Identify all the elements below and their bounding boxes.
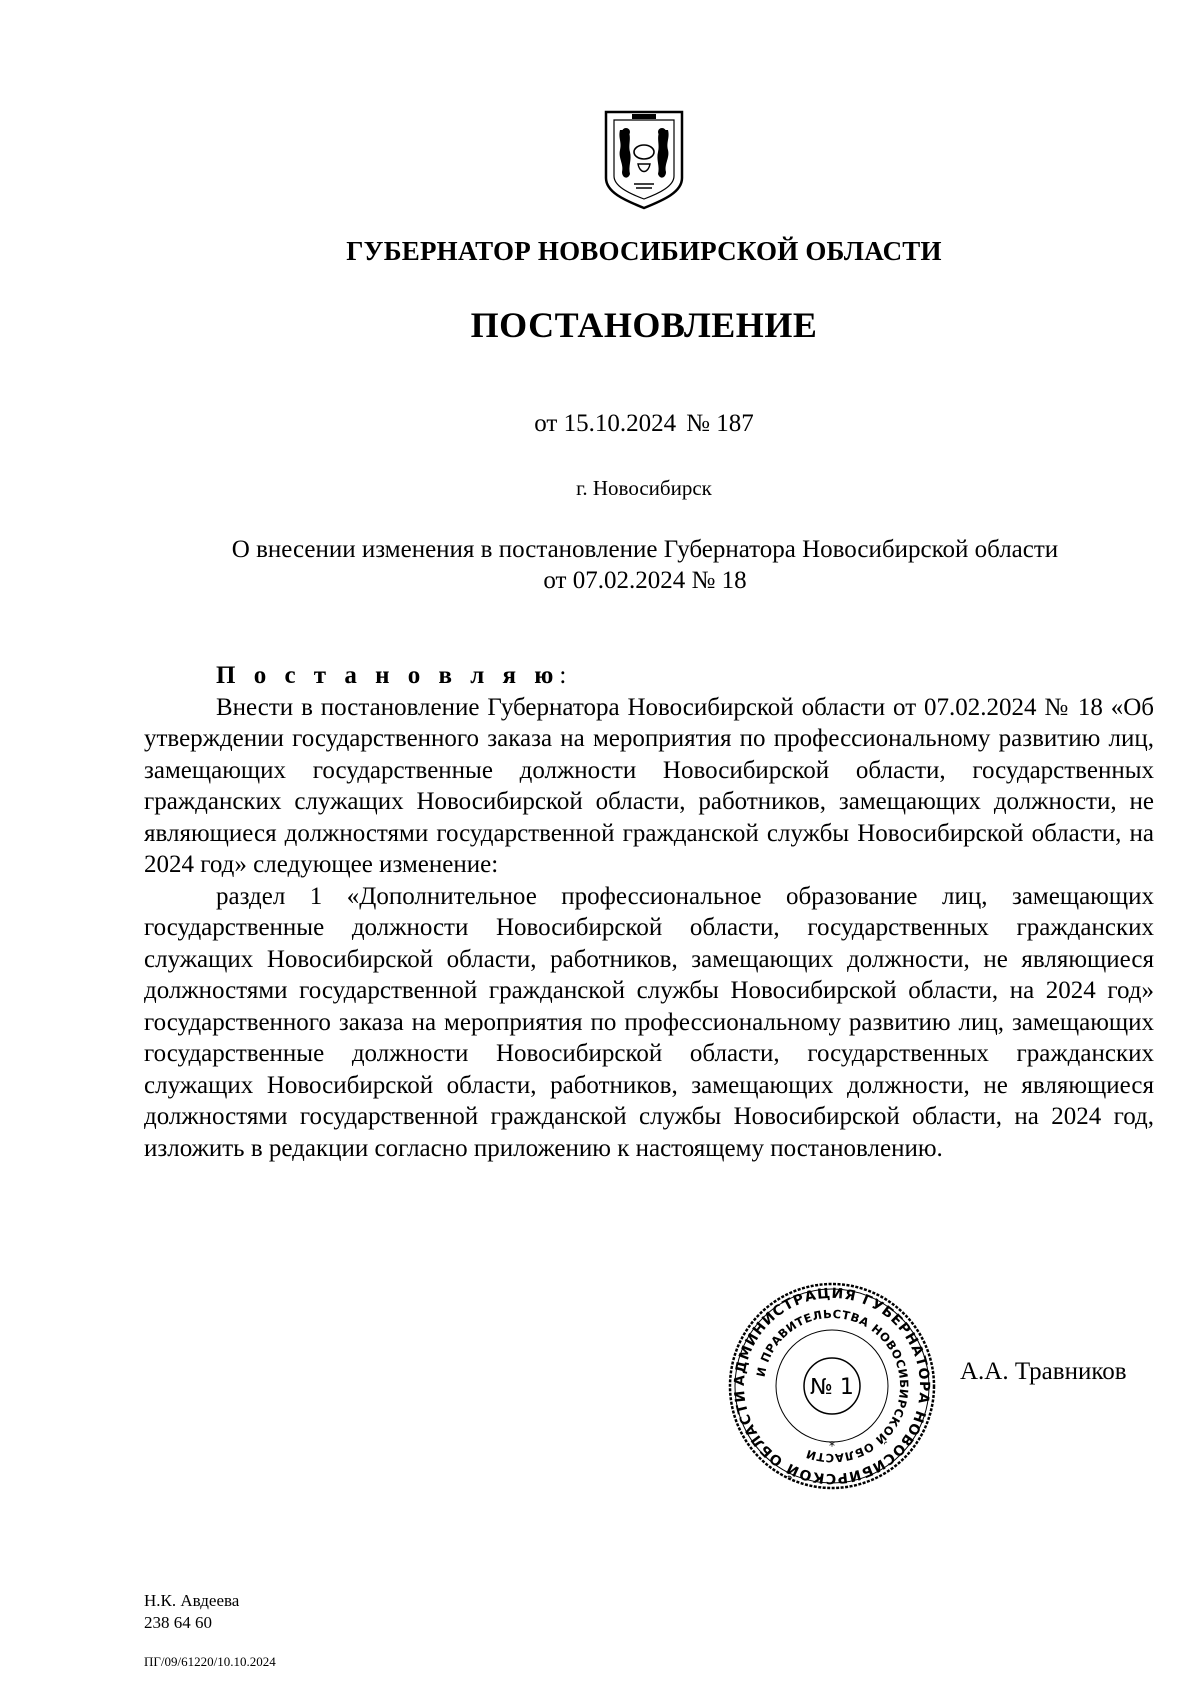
executor-phone: 238 64 60: [144, 1613, 212, 1632]
seal-center-number: № 1: [810, 1375, 854, 1400]
registration-code: ПГ/09/61220/10.10.2024: [144, 1654, 276, 1669]
coat-of-arms-icon: [600, 108, 688, 210]
body-paragraph-1: Внести в постановление Губернатора Новосибирской области от 07.02.2024 № 18 «Об утверждении государственного заказа на мероприятия по профессиональному развитию лиц, замещающих государственные должности Новосибирской области, государственных гражданских служащих Новосибирской области, работников, замещающих должности, не являющиеся должностями государственной гражданской службы Новосибирской области, на 2024 год» следующее изменение:: [144, 693, 1154, 878]
date-number-line: [44, 410, 1200, 438]
svg-text:*: *: [829, 1439, 835, 1453]
executor-block: [144, 1590, 239, 1634]
signatory-name: А.А. Травников: [960, 1358, 1127, 1385]
subject-line-2: от 07.02.2024 № 18: [543, 567, 747, 594]
issuing-authority: ГУБЕРНАТОР НОВОСИБИРСКОЙ ОБЛАСТИ: [346, 236, 942, 266]
document-subject: [140, 534, 1150, 596]
seal-inner-text: И ПРАВИТЕЛЬСТВА НОВОСИБИРСКОЙ ОБЛАСТИ: [753, 1306, 912, 1466]
document-body: [144, 660, 1154, 1164]
decree-colon: :: [559, 662, 567, 689]
document-number: № 187: [686, 410, 754, 437]
executor-name: Н.К. Авдеева: [144, 1591, 240, 1610]
document-date: от 15.10.2024: [534, 410, 677, 437]
city: г. Новосибирск: [576, 476, 712, 500]
decree-word: П о с т а н о в л я ю: [216, 662, 560, 689]
seal-outer-text: АДМИНИСТРАЦИЯ ГУБЕРНАТОРА НОВОСИБИРСКОЙ ОБЛАСТИ: [731, 1285, 933, 1487]
body-paragraph-2: раздел 1 «Дополнительное профессиональное образование лиц, замещающих государственные должности Новосибирской области, государственных гражданских служащих Новосибирской области, работников, замещающих должности, не являющиеся должностями государственной гражданской службы Новосибирской области, на 2024 год» государственного заказа на мероприятия по профессиональному развитию лиц, замещающих государственные должности Новосибирской области, государственных гражданских служащих Новосибирской области, работников, замещающих должности, не являющиеся должностями государственной гражданской службы Новосибирской области, на 2024 год, изложить в редакции согласно приложению к настоящему постановлению.: [144, 882, 1154, 1162]
subject-line-1: О внесении изменения в постановление Губернатора Новосибирской области: [231, 536, 1059, 563]
official-seal-icon: [726, 1280, 938, 1492]
document-type-title: ПОСТАНОВЛЕНИЕ: [470, 305, 818, 345]
decree-heading: [144, 660, 1154, 692]
